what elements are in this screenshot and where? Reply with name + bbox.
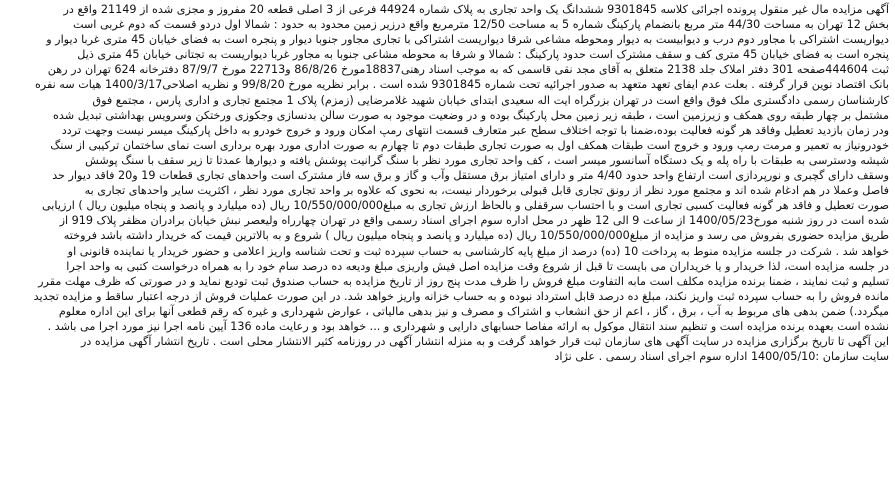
notice-line: وسقف دارای گچبری و نورپردازی است ارتفاع واحد حدود 4/40 متر و دارای امتیاز برق مستقل وآب و گاز و برق سه فاز مشترک است واحدهای تجاری قطعات 19 و20 فاقد دیوار حد [52, 169, 889, 183]
notice-line: فاصل وعملا در هم ادغام شده اند و مجتمع مورد نظر از رونق تجاری قابل قبولی برخوردار نیست، به نحوی که علاوه بر واحد تجاری مورد نظر ، اکثریت سایر واحدهای تجاری به [84, 184, 889, 198]
notice-line: میگردد.) ضمن بدهی های مربوط به آب ، برق ، گاز ، اعم از حق انشعاب و اشتراک و مصرف و نیز بدهی مالیاتی ، عوارض شهرداری و غیره که رقم قطعی آنها برای این اداره معلوم [58, 304, 889, 318]
notice-line: ثبت 444604صفحه 301 دفتر املاک جلد 2138 متعلق به آقای مجد نقی قاسمی که به موجب اسناد رهنی18837مورخ 86/8/26 و22713 مورخ 87/9/7 دفترخانه 624 تهران در رهن [47, 63, 889, 77]
notice-line: شده است در روز شنبه مورخ1400/05/23 از ساعت 9 الی 12 ظهر در محل اداره سوم اجرای اسناد رسمی واقع در تهران چهارراه ولیعصر نبش خیابان برادران مظفر پلاک 919 از [59, 214, 889, 228]
notice-line: در جلسه مزایده است، لذا خریدار و یا خریداران می بایست تا قبل از شروع وقت مزایده اصل فیش واریزی مبلغ ودیعه ده درصد سام خود را به همراه درخواست کتبی به واحد اجرا [66, 259, 889, 273]
notice-line: پنجره است به فضای خیابان 45 متری کف و سقف مشترک است حدود پارکینگ : شمالا و شرقا به محوطه مشاعی جنوبا به مجاور غربا دیواریست به تجتانی خیابان 45 متری ذیل [77, 48, 889, 62]
notice-line: خودرونیاز به تعمیر و مرمت رمپ ورود و خروج است طبقات همکف اول به صورت تجاری طبقات دوم تا چهارم به صورت اداری مورد بهره برداری است نمای ساختمان ترکیبی از سنگ [50, 138, 889, 152]
notice-line: شیشه ودسترسی به طبقات با راه پله و یک دستگاه آسانسور میسر است ، کف واحد تجاری مورد نظر با سنگ گرانیت پوشش یافته و دیوارها عمدتا تا زیر سقف با سنگ پوشش [85, 153, 889, 167]
notice-line: مشتمل بر چهار طبقه روی همکف و زیرزمین است ، طبقه زیر زمین محل پارکینگ بوده و در وضعیت موجود به صورت سالن بدنسازی وجکوزی ورختکن وسرویس بهداشتی تبدیل شده [53, 108, 889, 122]
notice-line: خواهد شد . شرکت در جلسه مزایده منوط به پرداخت 10 (ده) درصد از مبلغ پایه کارشناسی به حساب سپرده ثبت و تحت شناسه واریز اعلامی و حضور خریدار یا نماینده قانونی او [67, 244, 889, 258]
notice-line: نشده است بعهده برنده مزایده است و تنظیم سند انتقال موکول به ارائه مفاصا حسابهای دارایی و شهرداری و ... خواهد بود و رعایت ماده 136 آیین نامه اجرا نیز مورد اجرا می باشد . [47, 319, 889, 333]
notice-line: تسلیم و ثبت نمایند ، ضمنا برنده مزایده مکلف است مابه التفاوت مبلغ فروش را ظرف مدت پنج روز از تاریخ مزایده به حساب صندوق ثبت تودیع نماید و در صورتی که ظرف مهلت مقرر [38, 274, 889, 288]
notice-line: بانک اقتصاد نوین قرار گرفته . بعلت عدم ایفای تعهد متعهد به صدور اجرائیه تحت شماره 9301845 شده است . برابر نظریه مورخ 99/8/20 و نظریه اصلاحی1400/3/17 هیات سه نفره [34, 78, 889, 92]
notice-line: کارشناسان رسمی دادگستری ملک فوق واقع است در تهران بزرگراه ایت اله سعیدی ابتدای خیابان شهید غلامرضایی (زمزم) پلاک 1 مجتمع تجاری و اداری پارس ، مجتمع فوق [92, 93, 889, 107]
notice-line: سایت سازمان :1400/05/10 اداره سوم اجرای اسناد رسمی . علی نژاد [554, 350, 889, 364]
notice-line: بخش 12 تهران به مساحت 44/30 متر مربع بانضمام پارکینگ شماره 5 به مساحت 12/50 مترمربع واقع درزیر زمین محدود به حدود : شمالا اول دردو قسمت که دوم غربی است [72, 18, 889, 32]
notice-line: مانده فروش را به حساب سپرده ثبت واریز نکند، مبلغ ده درصد قابل استرداد نبوده و به حساب خزانه واریز خواهد شد. در این صورت عملیات فروش از درجه اعتبار ساقط و مزایده تجدید [33, 289, 889, 303]
notice-line: ودر زمان بازدید تعطیل وفاقد هر گونه فعالیت بوده،ضمنا با توجه اختلاف سطح عبر متعارف قسمت انتهای رمپ امکان ورود و خروج خودرو به داخل پارکینگ میسر نیست وجهت تردد [61, 123, 889, 137]
notice-line: صورت تعطیل و فاقد هر گونه فعالیت کسبی تجاری است و با احتساب سرقفلی و بالحاظ ارزش تجاری به مبلغ10/550/000/000 ریال (ده میلیارد و پانصد و پنجاه میلیون ریال ) ارزیابی [41, 199, 889, 213]
notice-line: طریق مزایده حضوری بفروش می رسد و مزایده از مبلغ10/550/000/000 ریال (ده میلیارد و پانصد و پنجاه میلیون ریال ) شروع و به بالاترین قیمت که خریدار داشته باشد فروخته [63, 229, 889, 243]
notice-line: این آگهی تا تاریخ برگزاری مزایده در سایت آگهی های سازمان ثبت قرار خواهد گرفت و به منزله انتشار آگهی در روزنامه کثیر الانتشار محلی است . تاریخ انتشار آگهی مزایده در [80, 335, 889, 349]
notice-line: دیواریست اشتراکی با مجاور دوم درب و دیوابیست به دیوار ومحوطه مشاعی شرقا دیواریست اشتراکی با تجاری مجاور جنوبا دیوار و پنجره است به فضای خیابان 45 متری غربا دیوار و [46, 33, 889, 47]
notice-line: آگهی مزایده مال غیر منقول پرونده اجرائی کلاسه 9301845 ششدانگ یک واحد تجاری به پلاک شماره 44924 فرعی از 3 اصلی قطعه 20 مفروز و مجزی شده از 21149 واقع در [63, 3, 889, 16]
